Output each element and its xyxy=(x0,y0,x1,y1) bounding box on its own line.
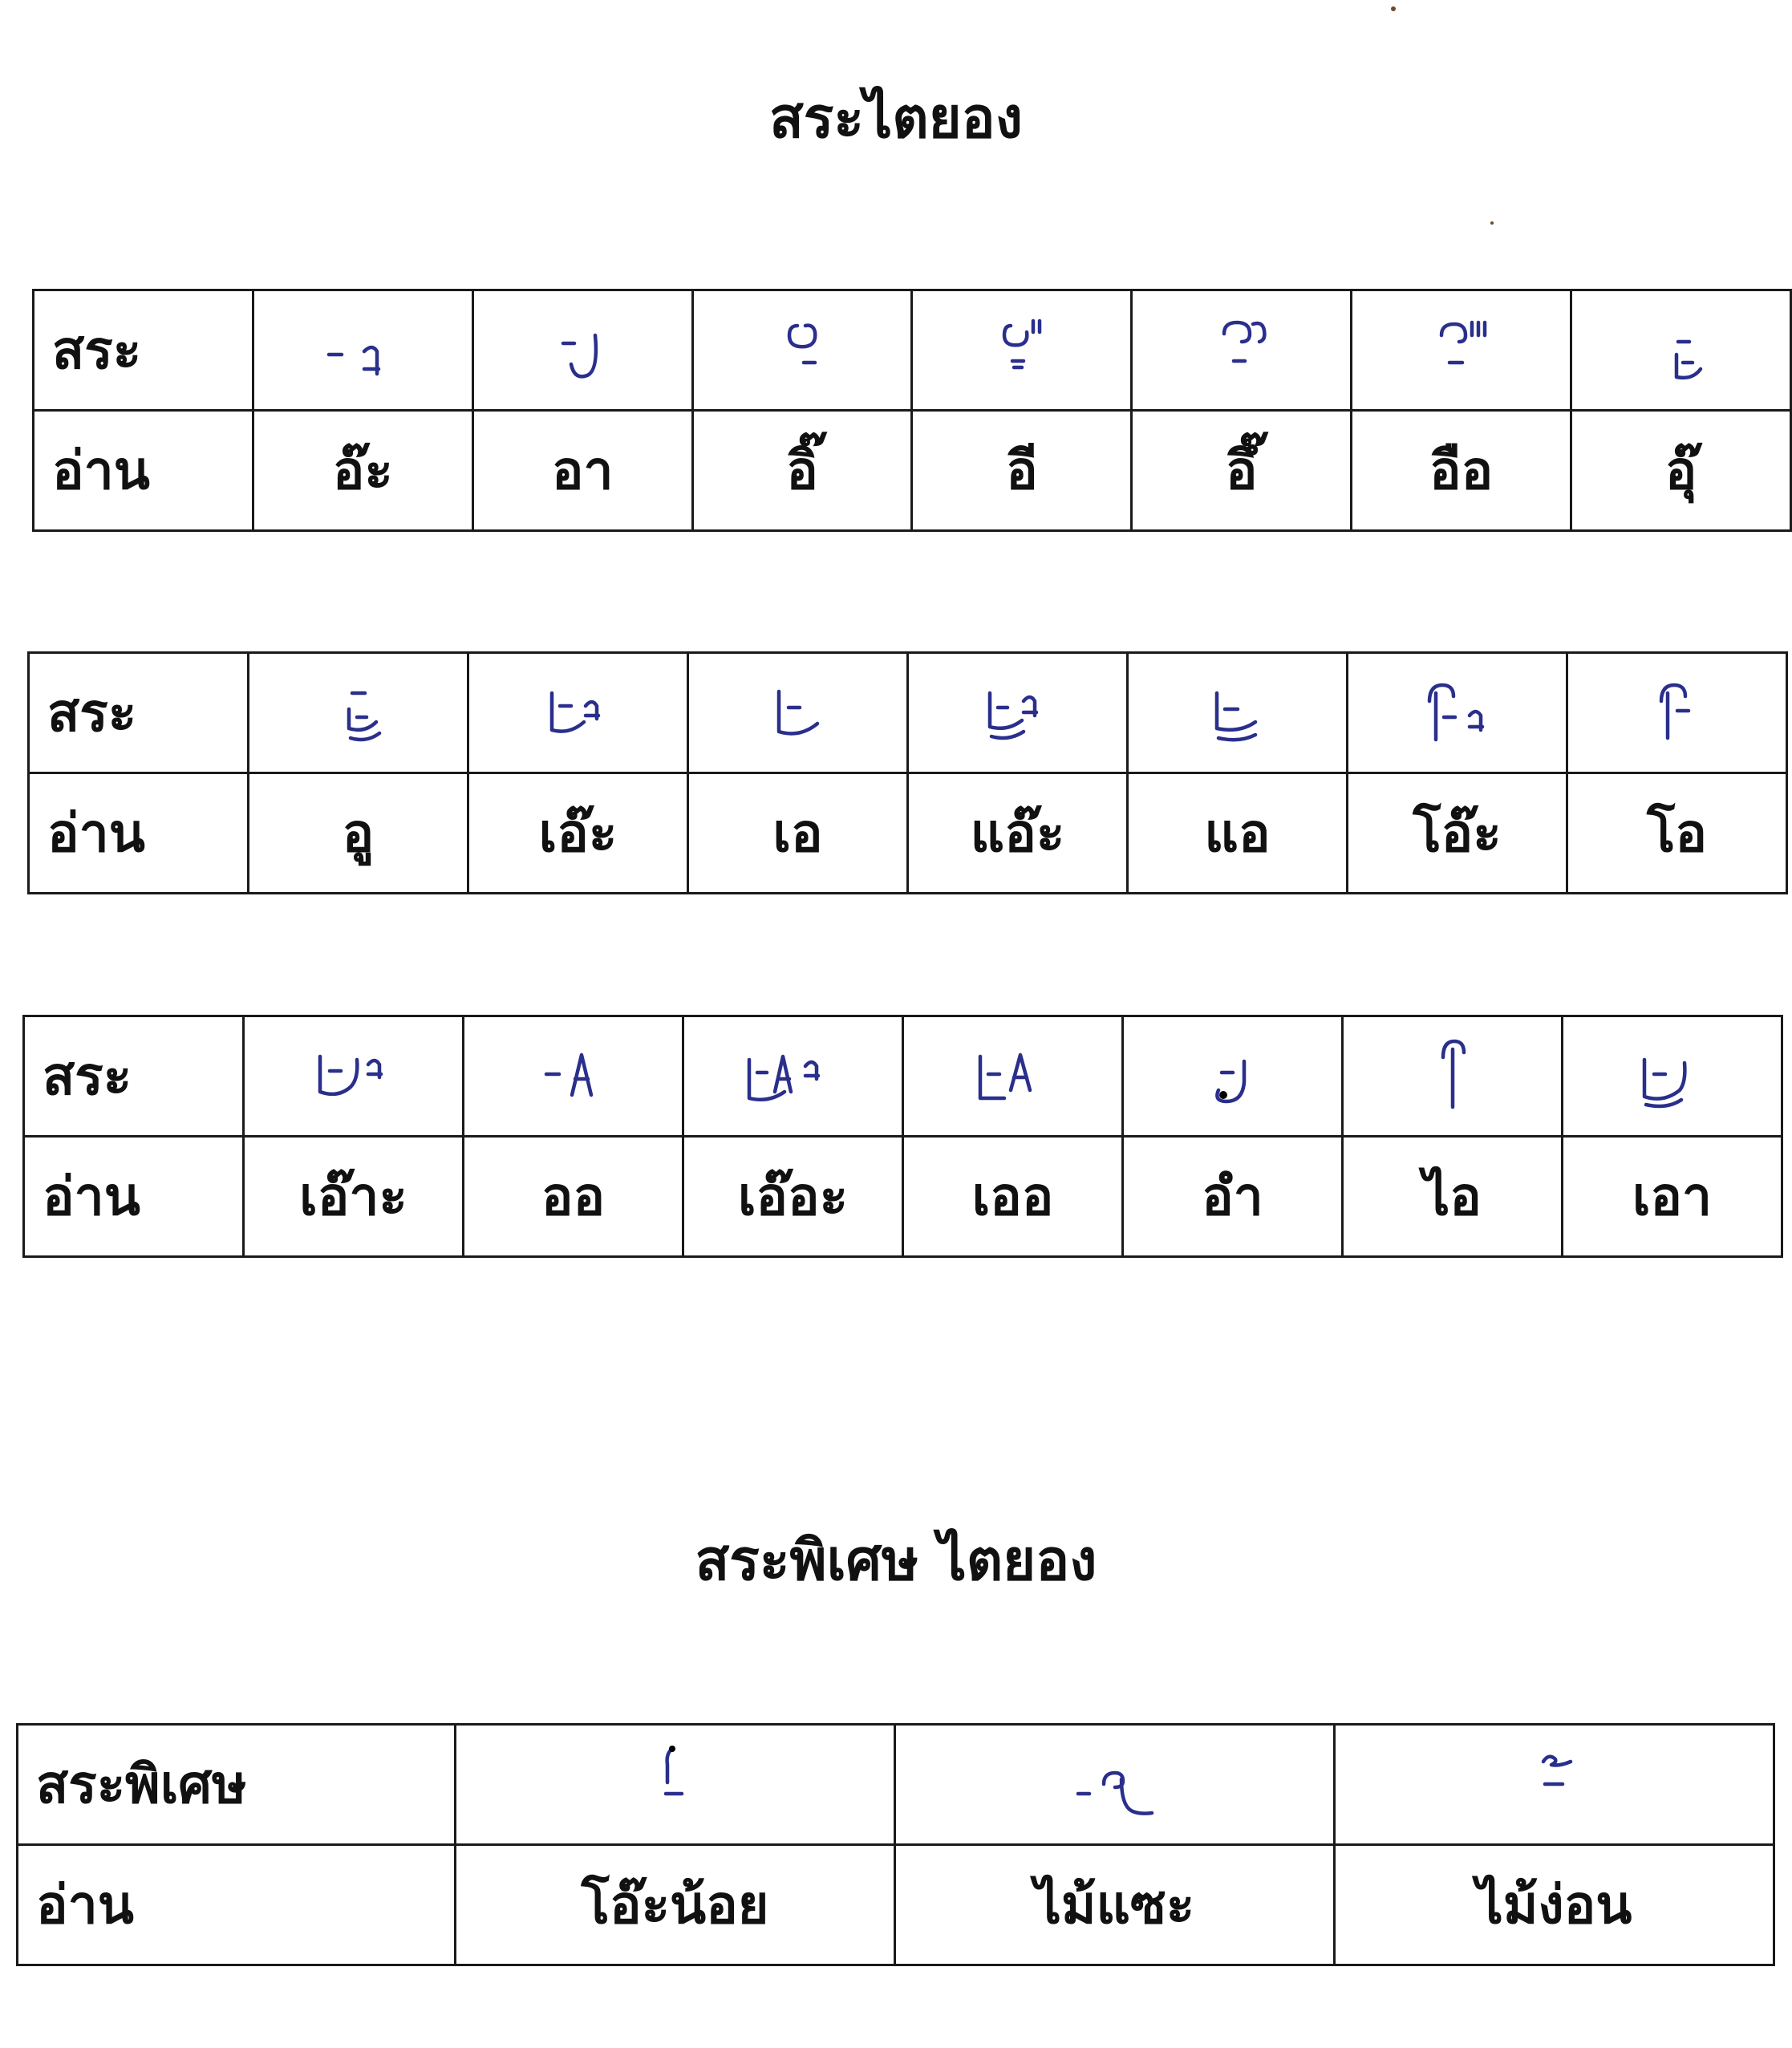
vowel-glyph-cell xyxy=(1352,290,1571,411)
special-vowel-table xyxy=(16,1723,1775,1966)
reading-row xyxy=(18,1845,1774,1965)
reading-cell: อิ๊ xyxy=(692,411,912,531)
tai-yong-vowel-glyph xyxy=(746,306,858,395)
reading-cell: ไม้แซะ xyxy=(895,1845,1335,1965)
vowel-glyph-cell xyxy=(1123,1016,1343,1137)
vowel-table-2 xyxy=(27,651,1788,894)
vowel-row xyxy=(24,1016,1782,1137)
vowel-row-label: สระ xyxy=(29,653,249,773)
vowel-glyph-cell xyxy=(908,653,1128,773)
reading-row xyxy=(24,1137,1782,1257)
vowel-glyph-cell xyxy=(253,290,472,411)
tai-yong-vowel-glyph xyxy=(518,669,639,757)
tai-yong-vowel-glyph xyxy=(1612,1032,1733,1121)
reading-cell: เอ๊ะ xyxy=(468,773,688,894)
tai-yong-vowel-glyph xyxy=(1177,1032,1289,1121)
special-vowels-title: สระพิเศษ ไตยอง xyxy=(695,1527,1097,1593)
tai-yong-vowel-glyph xyxy=(725,1032,862,1121)
tai-yong-vowel-glyph xyxy=(1186,306,1298,395)
vowel-table-3 xyxy=(22,1015,1783,1258)
vowel-glyph-cell xyxy=(1128,653,1348,773)
vowel-glyph-cell xyxy=(1567,653,1787,773)
page-title: สระไตยอง xyxy=(769,85,1023,151)
reading-cell: อา xyxy=(472,411,692,531)
vowel-glyph-cell xyxy=(683,1016,903,1137)
tai-yong-vowel-glyph xyxy=(517,1032,630,1121)
vowel-glyph-cell xyxy=(249,653,468,773)
vowel-glyph-cell xyxy=(464,1016,683,1137)
reading-cell: อู xyxy=(249,773,468,894)
vowel-glyph-cell xyxy=(1571,290,1791,411)
tai-yong-vowel-glyph xyxy=(953,1032,1073,1121)
reading-cell: ไม้ง่อน xyxy=(1335,1845,1774,1965)
reading-cell: อำ xyxy=(1123,1137,1343,1257)
tai-yong-vowel-glyph xyxy=(1397,669,1518,757)
reading-cell: อึ๊ xyxy=(1132,411,1352,531)
reading-cell: อือ xyxy=(1352,411,1571,531)
vowel-row-label: สระ xyxy=(24,1016,244,1137)
reading-cell: อี xyxy=(912,411,1132,531)
tai-yong-vowel-glyph xyxy=(302,669,415,757)
vowel-glyph-cell xyxy=(244,1016,464,1137)
tai-yong-vowel-glyph xyxy=(742,669,854,757)
vowel-glyph-cell xyxy=(456,1725,895,1845)
reading-cell: แอ๊ะ xyxy=(908,773,1128,894)
reading-cell: อุ๊ xyxy=(1571,411,1791,531)
vowel-table-1 xyxy=(32,289,1792,532)
vowel-row-label: สระ xyxy=(34,290,253,411)
reading-cell: เอ๊อะ xyxy=(683,1137,903,1257)
vowel-glyph-cell xyxy=(1343,1016,1563,1137)
vowel-glyph-cell xyxy=(468,653,688,773)
scan-speck xyxy=(1490,221,1494,225)
vowel-glyph-cell xyxy=(895,1725,1335,1845)
reading-cell: ไอ xyxy=(1343,1137,1563,1257)
tai-yong-vowel-glyph xyxy=(1625,306,1737,395)
special-vowel-row xyxy=(18,1725,1774,1845)
vowel-glyph-cell xyxy=(1348,653,1567,773)
vowel-glyph-cell xyxy=(903,1016,1123,1137)
vowel-glyph-cell xyxy=(1132,290,1352,411)
reading-row-label: อ่าน xyxy=(24,1137,244,1257)
scan-speck xyxy=(1391,6,1396,11)
vowel-glyph-cell xyxy=(472,290,692,411)
reading-cell: โอ xyxy=(1567,773,1787,894)
reading-row-label: อ่าน xyxy=(29,773,249,894)
reading-cell: อ๊ะ xyxy=(253,411,472,531)
vowel-glyph-cell xyxy=(1563,1016,1782,1137)
reading-cell: ออ xyxy=(464,1137,683,1257)
reading-row-label: อ่าน xyxy=(34,411,253,531)
tai-yong-vowel-glyph xyxy=(526,306,639,395)
vowel-glyph-cell xyxy=(912,290,1132,411)
tai-yong-vowel-glyph xyxy=(290,1032,418,1121)
tai-yong-vowel-glyph xyxy=(1182,669,1294,757)
reading-row xyxy=(29,773,1787,894)
reading-row xyxy=(34,411,1791,531)
vowel-glyph-cell xyxy=(1335,1725,1774,1845)
reading-cell: เอ๊าะ xyxy=(244,1137,464,1257)
tai-yong-vowel-glyph xyxy=(958,669,1078,757)
reading-cell: โอ๊ะน้อย xyxy=(456,1845,895,1965)
tai-yong-vowel-glyph xyxy=(1401,306,1522,395)
vowel-row xyxy=(29,653,1787,773)
tai-yong-vowel-glyph xyxy=(1498,1733,1611,1837)
vowel-glyph-cell xyxy=(688,653,908,773)
vowel-glyph-cell xyxy=(692,290,912,411)
reading-cell: แอ xyxy=(1128,773,1348,894)
tai-yong-vowel-glyph xyxy=(306,314,419,387)
tai-yong-vowel-glyph xyxy=(966,306,1078,395)
tai-yong-vowel-glyph xyxy=(619,1733,732,1837)
tai-yong-vowel-glyph xyxy=(1621,669,1733,757)
tai-yong-vowel-glyph xyxy=(1397,1028,1509,1125)
reading-cell: โอ๊ะ xyxy=(1348,773,1567,894)
vowel-row xyxy=(34,290,1791,411)
special-vowel-row-label: สระพิเศษ xyxy=(18,1725,456,1845)
reading-row-label: อ่าน xyxy=(18,1845,456,1965)
reading-cell: เอา xyxy=(1563,1137,1782,1257)
reading-cell: เอ xyxy=(688,773,908,894)
tai-yong-vowel-glyph xyxy=(1051,1733,1179,1837)
reading-cell: เออ xyxy=(903,1137,1123,1257)
